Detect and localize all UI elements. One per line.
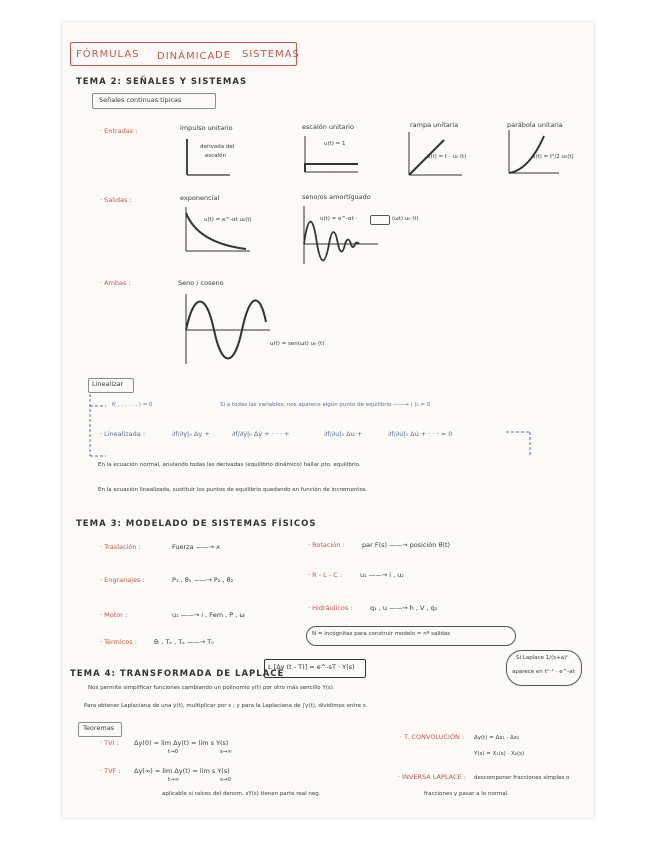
linealizada-label: · Linealizada :	[100, 430, 146, 438]
cloud-note1: Si Laplace 1/(s+a)ⁿ	[516, 655, 569, 661]
tema3-note: N = incógnitas para construir modelo = nº salidas	[312, 631, 451, 637]
exponencial-title: exponencial	[180, 194, 220, 202]
f-note: Si a todas las variables, nos aparece algún punto de equilibrio ——→ ( )₀ = 0	[220, 402, 431, 408]
damped-sine-graph	[300, 204, 380, 268]
traslacion-label: · Traslación :	[100, 543, 141, 551]
senoidal-eq: u(t) = e^-αt ·	[320, 216, 358, 222]
engranajes-eq: P₁ , θ₁ ——→ P₂ , θ₂	[172, 576, 234, 584]
rotacion-label: · Rotación :	[308, 541, 345, 549]
impulso-desc2: escalón	[205, 153, 227, 159]
convolucion-label: · T. CONVOLUCIÓN :	[400, 733, 465, 741]
tvi-sub1: t→0	[168, 749, 179, 755]
termicos-eq: θᵢ , Tₑ , Tₐ ——→ T₀	[154, 638, 214, 646]
seno-title: Seno / coseno	[178, 279, 224, 287]
hidraulicos-eq: q₁ , u ——→ h , V , q₂	[370, 604, 438, 612]
term-1: ∂f/∂y|₀ Δy +	[172, 430, 210, 438]
tvf-sub2: s→0	[220, 777, 231, 783]
escalon-title: escalón unitario	[302, 123, 354, 131]
parabola-title: parábola unitaria	[507, 121, 563, 129]
term-2: ∂f/∂ẏ|₀ Δẏ + · · · +	[232, 430, 290, 438]
impulse-graph	[182, 137, 235, 182]
convolucion-eq1: Δy(t) = Δx₁ · Δx₂	[474, 735, 520, 741]
cloud-note2: aparece en tⁿ⁻¹ · e^-at	[512, 669, 575, 675]
parabola-graph	[504, 128, 564, 178]
exponential-graph	[182, 205, 252, 255]
termicos-label: · Térmicos :	[100, 638, 137, 646]
escalon-eq: u(t) = 1	[324, 141, 346, 147]
tvf-label: · TVF :	[100, 767, 121, 775]
laplace-shift-eq: L [Δy (t - T)] = e^-sT · Y(s)	[268, 663, 355, 671]
tvi-label: · TVI :	[100, 739, 119, 747]
teoremas-label: Teoremas	[83, 724, 115, 732]
tema2-heading: TEMA 2: SEÑALES Y SISTEMAS	[76, 77, 248, 87]
motor-label: · Motor :	[100, 611, 128, 619]
rampa-eq: u(t) = t · u₀ (t)	[427, 154, 467, 160]
tema4-text2: Para obtener Laplaciana de una ẏ(t), multiplicar por s ; y para la Laplaciana de ∫y(t), dividimos entre s.	[84, 703, 368, 709]
inversa-label: · INVERSA LAPLACE :	[398, 773, 466, 781]
tvi-eq: Δy(0) = lim Δy(t) = lim s Y(s)	[134, 739, 229, 747]
tema3-heading: TEMA 3: MODELADO DE SISTEMAS FÍSICOS	[76, 519, 317, 529]
rlc-label: · R - L - C :	[308, 571, 343, 579]
tvf-sub1: t→∞	[168, 777, 180, 783]
salidas-label: · Salidas :	[100, 196, 132, 204]
linealizar-label: Linealizar	[92, 380, 124, 388]
rlc-eq: u₁ ——→ i , u₂	[360, 571, 405, 579]
step-graph	[300, 134, 360, 174]
engranajes-label: · Engranajes :	[100, 576, 145, 584]
tvf-eq: Δy(∞) = lim Δy(t) = lim s Y(s)	[134, 767, 230, 775]
seno-eq: u(t) = sen(ωt) u₀ (t)	[270, 341, 325, 347]
tvi-sub2: s→∞	[220, 749, 233, 755]
tema4-heading: TEMA 4: TRANSFORMADA DE LAPLACE	[70, 669, 285, 679]
rotacion-eq: par F(s) ——→ posición θ(t)	[362, 541, 451, 549]
entradas-label: · Entradas :	[100, 127, 138, 135]
hidraulicos-label: · Hidráulicos :	[308, 604, 353, 612]
impulso-desc1: derivada del	[200, 144, 235, 150]
title-formulas: FÓRMULAS	[76, 49, 140, 60]
rampa-title: rampa unitaria	[410, 121, 459, 129]
tvf-note: aplicable si raíces del denom. sY(s) tienen parte real neg.	[162, 791, 321, 797]
motor-eq: u₁ ——→ i , Fem , P , ω	[172, 611, 245, 619]
convolucion-eq2: Y(s) = X₁(s) · X₂(s)	[474, 751, 525, 757]
term-4: ∂f/∂u̇|₀ Δu̇ + · · · = 0	[388, 430, 453, 438]
step2: En la ecuación linealizada, sustituir los puntos de equilibrio quedando en función de incrementos.	[98, 487, 368, 493]
sine-graph	[182, 292, 272, 367]
f-eq: f( , , . . . , ) = 0	[112, 402, 153, 408]
traslacion-eq: Fuerza ——→ x	[172, 543, 220, 551]
tema4-text1: Nos permite simplificar funciones cambiando un polinomio y(t) por otro más sencillo Y(s).	[88, 685, 335, 691]
step1: En la ecuación normal, anulando todas las derivadas (equilibrio dinámico) hallar pto. equilibrio.	[98, 462, 361, 468]
title-de: DE	[215, 50, 232, 61]
parabola-eq: u(t) = t²/2 u₀(t)	[532, 154, 574, 160]
title-sistemas: SISTEMAS	[242, 49, 300, 60]
tema2-subheading: Señales continuas típicas	[99, 96, 182, 104]
term-3: ∂f/∂u|₀ Δu +	[324, 430, 363, 438]
ambas-label: · Ambas :	[100, 279, 131, 287]
senoidal-title: seno/os amortiguado	[302, 193, 371, 201]
impulso-title: impulso unitario	[180, 124, 233, 132]
title-dinamica: DINÁMICA	[157, 51, 216, 62]
inversa-text2: fracciones y pasar a lo normal.	[424, 791, 509, 797]
blank-box	[370, 215, 390, 225]
senoidal-eq2: (ωt) u₀ (t)	[392, 216, 419, 222]
exponencial-eq: u(t) = e^-αt u₀(t)	[204, 217, 252, 223]
inversa-text1: descomponer fracciones simples o	[474, 775, 570, 781]
notes-sheet	[62, 22, 594, 818]
